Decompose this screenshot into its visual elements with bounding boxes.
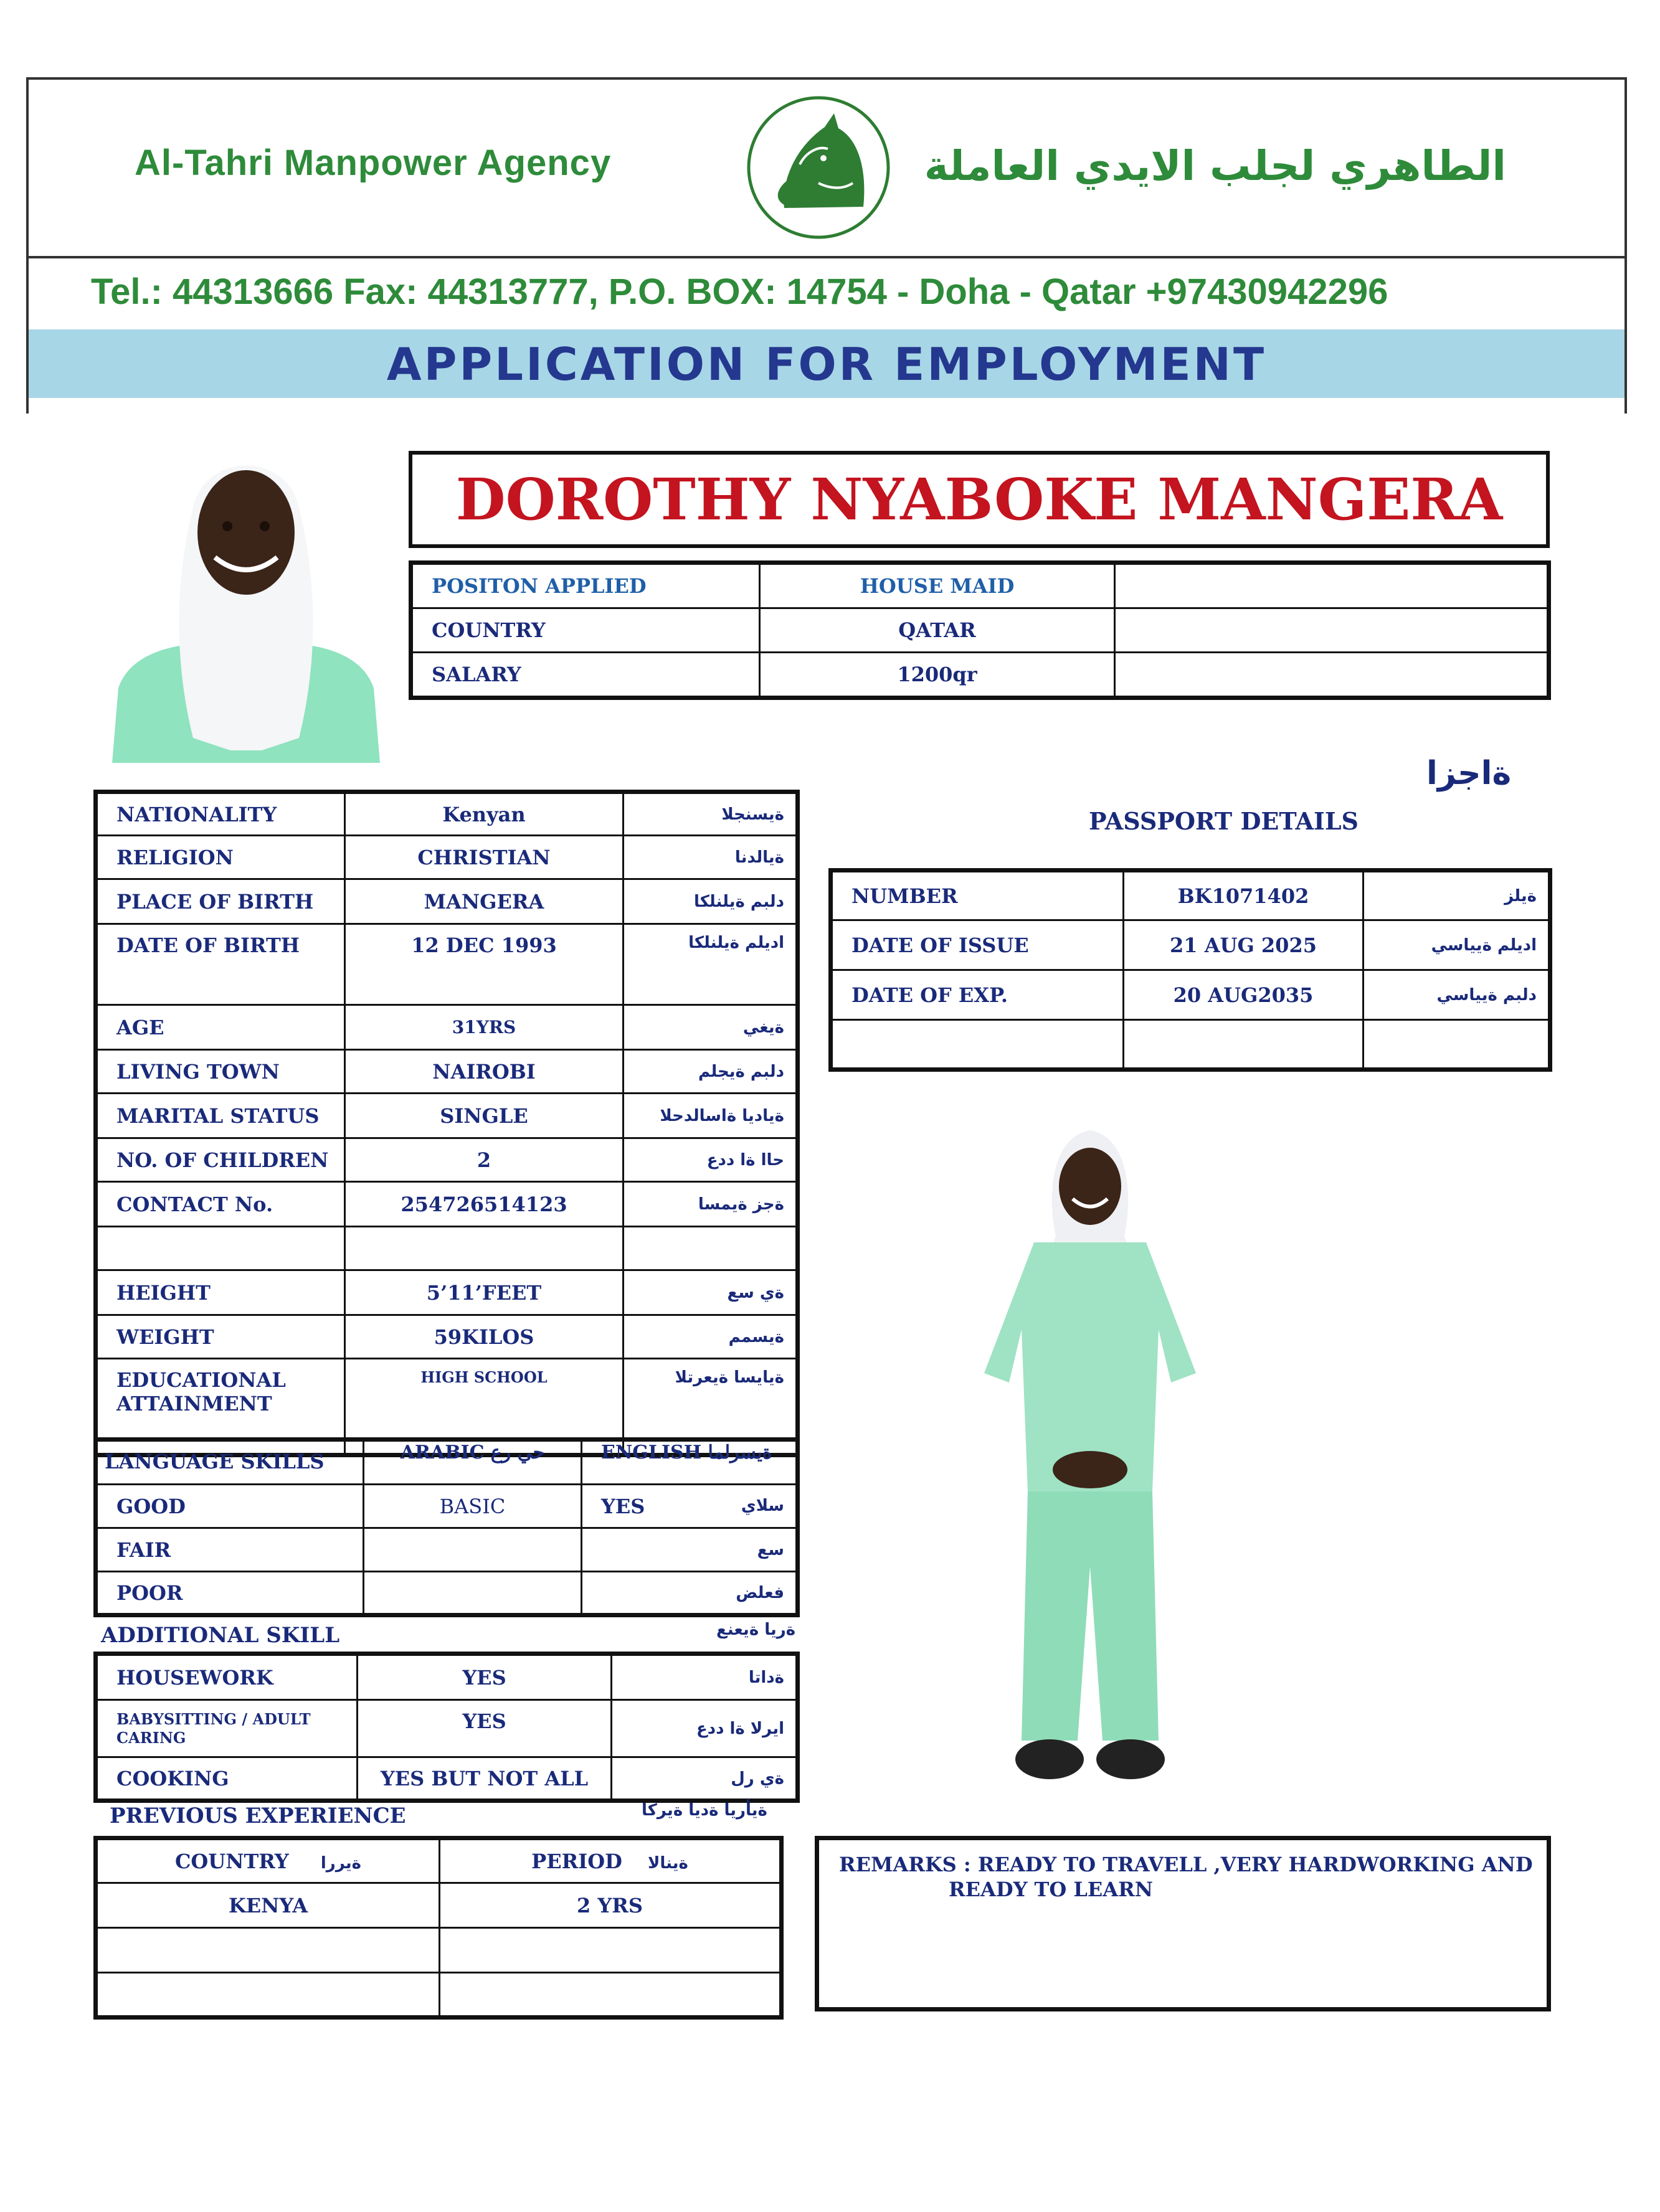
table-row [96,1654,798,1700]
applicant-full-body-photo [934,1118,1246,1809]
nationality-value: Kenyan [345,792,624,836]
letterhead-top [29,80,1624,258]
table-row [96,1838,782,1883]
date-of-exp-value: 20 AUG2035 [1124,970,1364,1020]
table-row [96,1757,798,1801]
remarks-text-2: READY TO LEARN [949,1878,1153,1901]
form-title: APPLICATION FOR EMPLOYMENT [386,338,1267,390]
empty-cell [96,1227,345,1270]
date-of-birth-label-ar: اديلم ةيلنلكا [624,924,798,1005]
position-label: POSITON APPLIED [411,563,760,608]
passport-title-ar: ةاجزا [1426,755,1512,792]
table-row [96,836,798,879]
contact-label: CONTACT No. [96,1182,345,1227]
nationality-label: NATIONALITY [96,792,345,836]
children-label-ar: حاا ةا ددع [624,1138,798,1182]
empty-cell [440,1973,782,2018]
letterhead-cutoff [29,398,1624,414]
table-row [96,1270,798,1315]
table-row [96,1973,782,2018]
empty-cell [1124,1020,1364,1070]
weight-value: 59KILOS [345,1315,624,1359]
contact-value: 254726514123 [345,1182,624,1227]
living-town-value: NAIROBI [345,1050,624,1094]
fair-arabic-value [364,1528,582,1572]
passport-number-value: BK1071402 [1124,871,1364,920]
living-town-label: LIVING TOWN [96,1050,345,1094]
previous-experience-table [93,1836,784,2020]
good-english-cell [582,1485,798,1528]
salary-value: 1200qr [760,652,1115,697]
country-label: COUNTRY [411,608,760,652]
table-row [96,1883,782,1928]
children-label: NO. OF CHILDREN [96,1138,345,1182]
good-label-ar: سلاي [741,1496,784,1515]
language-skills-title: LANGUAGE SKILLS [105,1450,325,1473]
fair-label: FAIR [96,1528,364,1572]
table-row [96,792,798,836]
weight-label: WEIGHT [96,1315,345,1359]
country-value: QATAR [760,608,1115,652]
table-row [96,1138,798,1182]
table-row [411,652,1549,697]
table-row [96,1005,798,1050]
horse-head-icon [725,90,912,245]
previous-experience-title: PREVIOUS EXPERIENCE [110,1803,406,1828]
babysitting-label-ar: ايرلا ةا ددع [612,1700,798,1757]
table-row [96,1528,798,1572]
applicant-name: DOROTHY NYABOKE MANGERA [455,466,1503,533]
religion-label-ar: ةيالدنا [624,836,798,879]
empty-cell [1115,563,1549,608]
arabic-column-header: ARABIC حي رع [364,1440,582,1485]
education-label-ar: ةيايسا ةيعرتلا [624,1359,798,1455]
poor-label-ar: فعلض [582,1572,798,1615]
previous-experience-title-ar: ةيأريا ةديا ةيركا [642,1801,767,1820]
place-of-birth-value: MANGERA [345,879,624,924]
height-value: 5’11’FEET [345,1270,624,1315]
country-column-header [96,1838,440,1883]
education-label: EDUCATIONAL ATTAINMENT [96,1359,345,1455]
passport-table [828,868,1552,1072]
babysitting-value: YES [358,1700,612,1757]
agency-name-ar: الطاهري لجلب الايدي العاملة [924,142,1506,190]
additional-skill-title: ADDITIONAL SKILL [101,1623,340,1648]
remarks-box [815,1836,1551,2011]
children-value: 2 [345,1138,624,1182]
letterhead [26,77,1627,414]
period-column-header [440,1838,782,1883]
experience-period-value: 2 YRS [440,1883,782,1928]
applicant-name-box [409,451,1550,548]
english-column-header: ENGLISH ةيسرلما [582,1440,798,1485]
empty-cell [1115,652,1549,697]
date-of-exp-label-ar: دلبم ةيياسي [1364,970,1550,1020]
marital-status-label-ar: ةياديا ةاسالدحلا [624,1094,798,1138]
table-row [96,1928,782,1973]
remarks-text-1: READY TO TRAVELL ,VERY HARDWORKING AND [977,1853,1533,1876]
personal-details-table [93,790,800,1457]
empty-cell [440,1928,782,1973]
date-of-issue-label: DATE OF ISSUE [831,920,1124,970]
marital-status-value: SINGLE [345,1094,624,1138]
table-row [831,920,1550,970]
cooking-value: YES BUT NOT ALL [358,1757,612,1801]
place-of-birth-label: PLACE OF BIRTH [96,879,345,924]
table-row [96,1094,798,1138]
contact-label-ar: ةجز ةيمسا [624,1182,798,1227]
table-row [96,879,798,924]
height-label-ar: ةي سع [624,1270,798,1315]
age-label: AGE [96,1005,345,1050]
table-row [96,1315,798,1359]
cooking-label-ar: ةي رل [612,1757,798,1801]
contact-info: Tel.: 44313666 Fax: 44313777, P.O. BOX: 14754 - Doha - Qatar +97430942296 [91,272,1388,312]
empty-cell [1115,608,1549,652]
table-row [96,924,798,1005]
date-of-birth-label: DATE OF BIRTH [96,924,345,1005]
position-value: HOUSE MAID [760,563,1115,608]
poor-label: POOR [96,1572,364,1615]
agency-name-en: Al-Tahri Manpower Agency [135,143,612,183]
empty-cell [345,1227,624,1270]
good-arabic-value: BASIC [364,1485,582,1528]
good-english-value: YES [601,1494,645,1518]
passport-number-label: NUMBER [831,871,1124,920]
empty-cell [1364,1020,1550,1070]
living-town-label-ar: دلبم ةيجلم [624,1050,798,1094]
age-value: 31YRS [345,1005,624,1050]
table-row [96,1050,798,1094]
date-of-exp-label: DATE OF EXP. [831,970,1124,1020]
date-of-issue-value: 21 AUG 2025 [1124,920,1364,970]
empty-cell [96,1928,440,1973]
marital-status-label: MARITAL STATUS [96,1094,345,1138]
passport-number-label-ar: ةيلز [1364,871,1550,920]
country-header-label: COUNTRY [174,1849,289,1873]
fair-label-ar: سع [582,1528,798,1572]
remarks-label: REMARKS : [839,1853,971,1876]
period-header-label: PERIOD [531,1849,622,1873]
table-row [831,871,1550,920]
nationality-label-ar: ةيسنجلا [624,792,798,836]
education-value: HIGH SCHOOL [345,1359,624,1455]
weight-label-ar: ةيسمم [624,1315,798,1359]
experience-country-value: KENYA [96,1883,440,1928]
passport-details-title: PASSPORT DETAILS [1089,807,1359,835]
additional-skill-table [93,1652,800,1803]
position-table [409,560,1551,700]
remarks-line-1 [839,1853,1533,1876]
housework-value: YES [358,1654,612,1700]
height-label: HEIGHT [96,1270,345,1315]
good-label: GOOD [96,1485,364,1528]
title-band [29,329,1624,398]
table-row [96,1182,798,1227]
table-row [831,1020,1550,1070]
table-row [831,970,1550,1020]
date-of-issue-label-ar: اديلم ةيياسي [1364,920,1550,970]
religion-value: CHRISTIAN [345,836,624,879]
table-row [96,1700,798,1757]
table-row [96,1227,798,1270]
table-row [411,608,1549,652]
period-header-label-ar: ةينالا [647,1853,688,1873]
place-of-birth-label-ar: دلبم ةيلنلكا [624,879,798,924]
empty-cell [96,1973,440,2018]
date-of-birth-value: 12 DEC 1993 [345,924,624,1005]
country-header-label-ar: ةيررا [320,1853,362,1873]
additional-skill-title-ar: ةريا ةيعنع [716,1620,796,1639]
age-label-ar: ةيغي [624,1005,798,1050]
babysitting-label: BABYSITTING / ADULT CARING [96,1700,358,1757]
salary-label: SALARY [411,652,760,697]
empty-cell [96,1440,364,1485]
housework-label-ar: ةداتا [612,1654,798,1700]
empty-cell [831,1020,1124,1070]
table-row [96,1440,798,1485]
applicant-portrait-photo [106,439,386,763]
letterhead-contact-row [29,256,1624,332]
language-skills-table [93,1437,800,1617]
religion-label: RELIGION [96,836,345,879]
housework-label: HOUSEWORK [96,1654,358,1700]
table-row [411,563,1549,608]
table-row [96,1485,798,1528]
poor-arabic-value [364,1572,582,1615]
table-row [96,1572,798,1615]
empty-cell [624,1227,798,1270]
cooking-label: COOKING [96,1757,358,1801]
